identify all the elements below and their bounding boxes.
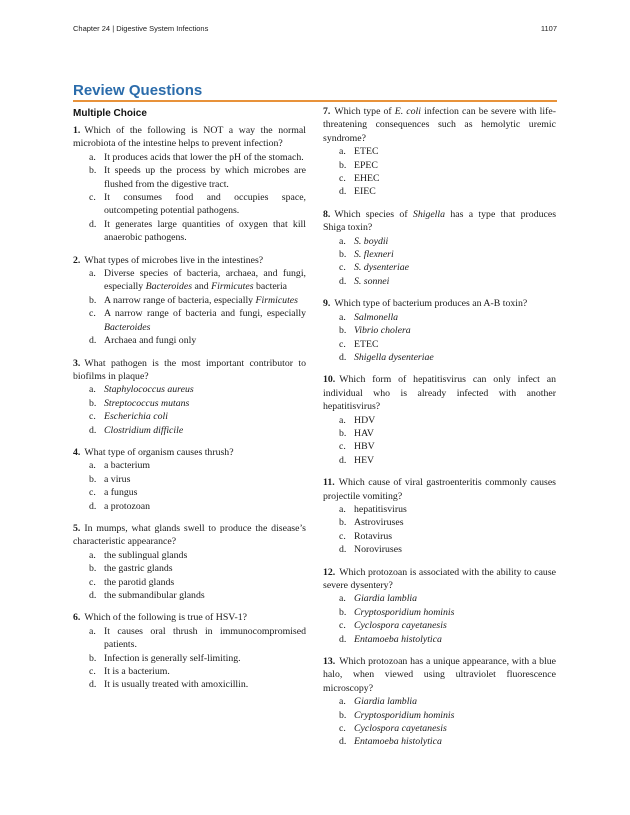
option-letter: c. xyxy=(89,666,96,678)
answer-options xyxy=(323,311,556,365)
answer-option xyxy=(323,235,556,248)
answer-option xyxy=(323,414,556,427)
answer-option xyxy=(73,678,306,691)
option-letter: b. xyxy=(89,294,97,306)
text-run: It consumes food and occupies space, outcompeting potential pathogens. xyxy=(104,192,306,217)
answer-option xyxy=(323,709,556,722)
text-run: a fungus xyxy=(104,487,138,499)
answer-options xyxy=(73,549,306,603)
question xyxy=(73,611,306,691)
text-run: What pathogen is the most important contributor to biofilms in plaque? xyxy=(73,357,306,382)
question-number: 8. xyxy=(323,208,331,220)
text-run: In mumps, what glands swell to produce the disease’s characteristic appearance? xyxy=(73,522,306,548)
answer-option xyxy=(73,473,306,486)
option-letter: c. xyxy=(339,530,346,542)
option-letter: b. xyxy=(89,652,97,664)
text-run: hepatitisvirus xyxy=(354,503,407,515)
answer-option xyxy=(73,665,306,678)
text-run: Cryptosporidium hominis xyxy=(354,709,455,721)
text-run: Which species of xyxy=(334,208,413,220)
question xyxy=(323,476,556,556)
text-run: EHEC xyxy=(354,173,380,185)
option-letter: c. xyxy=(339,173,346,185)
answer-options xyxy=(73,267,306,347)
answer-option xyxy=(323,619,556,632)
option-letter: d. xyxy=(339,454,347,466)
text-run: EPEC xyxy=(354,159,378,171)
text-run: HBV xyxy=(354,441,375,453)
option-letter: b. xyxy=(339,159,347,171)
answer-options xyxy=(323,145,556,199)
text-run: EIEC xyxy=(354,186,376,198)
question xyxy=(73,254,306,348)
answer-option xyxy=(323,427,556,440)
question xyxy=(323,566,556,646)
answer-option xyxy=(73,383,306,396)
option-letter: d. xyxy=(339,736,347,748)
answer-option xyxy=(323,311,556,324)
text-run: Rotavirus xyxy=(354,530,393,542)
question-text xyxy=(323,476,556,503)
subsection-title: Multiple Choice xyxy=(73,108,147,119)
option-letter: b. xyxy=(339,427,347,439)
text-run: the parotid glands xyxy=(104,576,175,588)
answer-option xyxy=(73,410,306,423)
answer-option xyxy=(73,486,306,499)
option-letter: c. xyxy=(89,308,96,320)
text-run: Bacteroides xyxy=(104,321,151,333)
text-run: Clostridium difficile xyxy=(104,424,184,436)
text-run: Vibrio cholera xyxy=(354,325,411,337)
answer-option xyxy=(323,503,556,516)
question-number: 9. xyxy=(323,298,331,310)
answer-options xyxy=(323,414,556,468)
answer-option xyxy=(323,543,556,556)
answer-options xyxy=(323,695,556,749)
text-run: It is usually treated with amoxicillin. xyxy=(104,679,249,691)
text-run: Firmicutes xyxy=(211,281,254,293)
option-letter: c. xyxy=(89,576,96,588)
option-letter: a. xyxy=(339,696,346,708)
option-letter: d. xyxy=(89,335,97,347)
option-letter: b. xyxy=(89,563,97,575)
answer-option xyxy=(323,516,556,529)
text-run: Salmonella xyxy=(354,311,399,323)
question-number: 3. xyxy=(73,357,81,369)
answer-option xyxy=(323,695,556,708)
text-run: a bacterium xyxy=(104,460,150,472)
question-number: 13. xyxy=(323,656,336,668)
option-letter: d. xyxy=(89,590,97,601)
answer-option xyxy=(73,307,306,334)
question-text xyxy=(323,373,556,413)
text-run: Staphylococcus aureus xyxy=(104,384,194,396)
text-run: the sublingual glands xyxy=(104,549,188,561)
text-run: infection can be severe with life-threatening consequences such as hemolytic uremic syndrome? xyxy=(323,106,556,144)
text-run: It is a bacterium. xyxy=(104,666,170,678)
text-run: It speeds up the process by which microbes are flushed from the digestive tract. xyxy=(104,165,306,190)
question-text xyxy=(323,655,556,695)
text-run: a protozoan xyxy=(104,500,150,512)
option-letter: d. xyxy=(89,424,97,436)
question-text xyxy=(73,254,306,267)
option-letter: c. xyxy=(89,411,96,423)
question-text xyxy=(323,566,556,593)
text-run: Shigella xyxy=(412,208,446,220)
text-run: HEV xyxy=(354,454,375,466)
text-run: Noroviruses xyxy=(354,544,402,556)
answer-option xyxy=(323,261,556,274)
answer-option xyxy=(323,351,556,364)
question xyxy=(323,208,556,288)
option-letter: a. xyxy=(89,384,96,396)
question xyxy=(323,655,556,749)
text-run: the submandibular glands xyxy=(104,590,205,601)
option-letter: c. xyxy=(89,192,96,204)
text-run: Diverse species of bacteria, archaea, and fungi, especially xyxy=(104,268,306,293)
option-letter: b. xyxy=(89,473,97,485)
answer-option xyxy=(73,334,306,347)
answer-options xyxy=(323,592,556,646)
question-number: 2. xyxy=(73,254,81,266)
text-run: Cyclospora cayetanesis xyxy=(354,723,447,735)
answer-option xyxy=(73,267,306,294)
text-run: It causes oral thrush in immunocompromised patients. xyxy=(104,625,306,651)
text-run: ETEC xyxy=(354,338,379,350)
question-text xyxy=(73,522,306,549)
text-run: HDV xyxy=(354,414,376,426)
option-letter: d. xyxy=(89,218,97,230)
text-run: Giardia lamblia xyxy=(354,696,418,708)
option-letter: b. xyxy=(89,397,97,409)
question-text xyxy=(323,105,556,145)
text-run: Which protozoan is associated with the ability to cause severe dysentery? xyxy=(323,566,556,591)
answer-option xyxy=(323,172,556,185)
option-letter: a. xyxy=(89,625,96,637)
text-run: Which type of bacterium produces an A-B toxin? xyxy=(334,298,528,310)
text-run: Astroviruses xyxy=(354,517,404,529)
answer-option xyxy=(323,592,556,605)
left-column xyxy=(73,124,306,701)
option-letter: d. xyxy=(339,186,347,198)
answer-option xyxy=(323,530,556,543)
option-letter: b. xyxy=(339,249,347,261)
question xyxy=(323,297,556,364)
text-run: the gastric glands xyxy=(104,563,173,575)
answer-option xyxy=(323,735,556,748)
text-run: Infection is generally self-limiting. xyxy=(104,652,241,664)
text-run: Which protozoan has a unique appearance, with a blue halo, when viewed using ultraviolet fluorescence microscopy? xyxy=(323,656,556,694)
option-letter: d. xyxy=(339,633,347,645)
answer-option xyxy=(323,338,556,351)
answer-option xyxy=(73,652,306,665)
answer-option xyxy=(73,549,306,562)
answer-option xyxy=(73,625,306,652)
question-number: 5. xyxy=(73,522,81,534)
question-number: 11. xyxy=(323,477,335,489)
question xyxy=(73,446,306,513)
question-number: 6. xyxy=(73,612,81,624)
text-run: A narrow range of bacteria and fungi, especially xyxy=(104,308,306,320)
text-run: Which of the following is NOT a way the normal microbiota of the intestine helps to prevent infection? xyxy=(73,125,306,150)
option-letter: a. xyxy=(89,151,96,163)
text-run: It produces acids that lower the pH of the stomach. xyxy=(104,151,304,163)
answer-option xyxy=(73,218,306,245)
answer-option xyxy=(73,424,306,437)
text-run: and xyxy=(192,281,212,293)
question xyxy=(323,105,556,199)
text-run: S. dysenteriae xyxy=(354,262,409,274)
option-letter: a. xyxy=(339,503,346,515)
answer-option xyxy=(323,440,556,453)
text-run: Giardia lamblia xyxy=(354,593,418,605)
option-letter: a. xyxy=(89,268,96,280)
text-run: a virus xyxy=(104,473,131,485)
answer-option xyxy=(73,397,306,410)
question-number: 4. xyxy=(73,446,81,458)
page-number: 1107 xyxy=(540,24,557,33)
text-run: Entamoeba histolytica xyxy=(354,736,442,748)
question xyxy=(73,522,306,602)
text-run: Which type of xyxy=(334,106,395,117)
answer-option xyxy=(323,324,556,337)
section-title: Review Questions xyxy=(73,82,203,99)
option-letter: a. xyxy=(339,146,346,158)
answer-option xyxy=(73,459,306,472)
text-run: S. sonnei xyxy=(354,275,390,287)
option-letter: c. xyxy=(339,338,346,350)
text-run: bacteria xyxy=(253,281,288,293)
option-letter: d. xyxy=(89,500,97,512)
option-letter: a. xyxy=(339,311,346,323)
text-run: Streptococcus mutans xyxy=(104,397,190,409)
question-text xyxy=(73,124,306,151)
text-run: Shigella dysenteriae xyxy=(354,351,434,363)
answer-option xyxy=(73,576,306,589)
question-number: 7. xyxy=(323,106,331,117)
answer-option xyxy=(73,589,306,602)
question-number: 10. xyxy=(323,374,336,386)
question-text xyxy=(73,446,306,459)
text-run: It generates large quantities of oxygen that kill anaerobic pathogens. xyxy=(104,218,306,244)
text-run: ETEC xyxy=(354,146,379,158)
text-run: has a type that produces Shiga toxin? xyxy=(323,208,557,234)
answer-option xyxy=(73,164,306,191)
text-run: Bacteroides xyxy=(145,281,193,293)
answer-options xyxy=(73,383,306,437)
text-run: Entamoeba histolytica xyxy=(354,633,442,645)
question-number: 1. xyxy=(73,125,81,136)
text-run: HAV xyxy=(354,427,374,439)
answer-options xyxy=(73,625,306,692)
text-run: Which cause of viral gastroenteritis commonly causes projectile vomiting? xyxy=(323,477,556,502)
question xyxy=(73,357,306,437)
answer-options xyxy=(323,235,556,289)
option-letter: b. xyxy=(339,606,347,618)
option-letter: b. xyxy=(339,709,347,721)
option-letter: a. xyxy=(89,549,96,561)
option-letter: c. xyxy=(89,487,96,499)
answer-option xyxy=(323,606,556,619)
text-run: What type of organism causes thrush? xyxy=(84,446,234,458)
text-run: Archaea and fungi only xyxy=(104,335,197,347)
answer-option xyxy=(323,275,556,288)
question-text xyxy=(323,297,556,310)
answer-option xyxy=(73,294,306,307)
option-letter: d. xyxy=(89,679,97,691)
text-run: Escherichia coli xyxy=(104,411,168,423)
text-run: S. boydii xyxy=(354,235,389,247)
answer-option xyxy=(323,248,556,261)
answer-option xyxy=(73,500,306,513)
option-letter: a. xyxy=(339,593,346,605)
option-letter: c. xyxy=(339,441,346,453)
option-letter: c. xyxy=(339,723,346,735)
answer-option xyxy=(73,562,306,575)
answer-options xyxy=(73,459,306,513)
question-text xyxy=(323,208,556,235)
question-text xyxy=(73,357,306,384)
text-run: Firmicutes xyxy=(255,294,298,306)
answer-option xyxy=(323,159,556,172)
option-letter: c. xyxy=(339,262,346,274)
question xyxy=(73,124,306,245)
text-run: Which of the following is true of HSV-1? xyxy=(84,612,247,624)
answer-option xyxy=(323,145,556,158)
question-number: 12. xyxy=(323,566,336,578)
option-letter: d. xyxy=(339,275,347,287)
text-run: Which form of hepatitisvirus can only infect an individual who is already infected with another hepatitisvirus? xyxy=(323,374,556,413)
answer-option xyxy=(73,191,306,218)
answer-options xyxy=(323,503,556,557)
option-letter: b. xyxy=(339,517,347,529)
text-run: S. flexneri xyxy=(354,249,394,261)
text-run: Cyclospora cayetanesis xyxy=(354,620,447,632)
question-text xyxy=(73,611,306,624)
answer-options xyxy=(73,151,306,245)
chapter-header: Chapter 24 | Digestive System Infections xyxy=(73,24,209,33)
answer-option xyxy=(323,722,556,735)
text-run: A narrow range of bacteria, especially xyxy=(104,294,256,306)
option-letter: a. xyxy=(339,414,346,426)
answer-option xyxy=(73,151,306,164)
right-column xyxy=(323,105,556,758)
section-divider xyxy=(73,100,557,102)
text-run: What types of microbes live in the intestines? xyxy=(84,254,264,266)
option-letter: d. xyxy=(339,351,347,363)
option-letter: a. xyxy=(89,460,96,472)
answer-option xyxy=(323,454,556,467)
answer-option xyxy=(323,185,556,198)
option-letter: b. xyxy=(89,165,97,177)
question xyxy=(323,373,556,467)
text-run: E. coli xyxy=(394,106,421,117)
option-letter: d. xyxy=(339,544,347,556)
answer-option xyxy=(323,633,556,646)
text-run: Cryptosporidium hominis xyxy=(354,606,455,618)
option-letter: b. xyxy=(339,325,347,337)
option-letter: a. xyxy=(339,235,346,247)
option-letter: c. xyxy=(339,620,346,632)
